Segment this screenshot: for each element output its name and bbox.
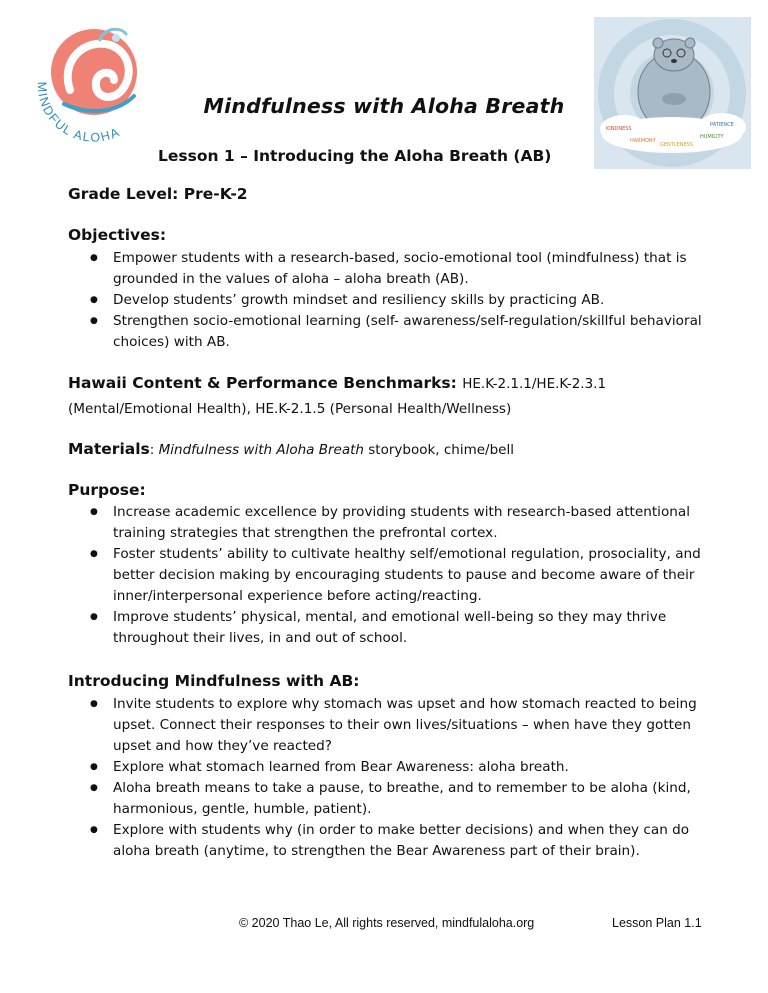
- word-humility: HUMILITY: [700, 134, 724, 140]
- list-item: ● Aloha breath means to take a pause, to breathe, and to remember to be aloha (kind, harmonious, gentle, humble, patient).: [90, 778, 710, 820]
- objectives-list: [90, 248, 710, 353]
- list-item: ● Improve students’ physical, mental, and emotional well-being so they may thrive throughout their lives, in and out of school.: [90, 607, 710, 649]
- footer-lesson-plan: Lesson Plan 1.1: [612, 916, 702, 930]
- mindful-aloha-logo: [30, 20, 160, 150]
- word-gentleness: GENTLENESS: [660, 142, 694, 148]
- list-item: ● Explore with students why (in order to make better decisions) and when they can do aloha breath (anytime, to strengthen the Bear Awareness part of their brain).: [90, 820, 710, 862]
- purpose-heading: Purpose:: [68, 481, 146, 499]
- list-item: ● Explore what stomach learned from Bear Awareness: aloha breath.: [90, 757, 710, 778]
- materials-book-title: Mindfulness with Aloha Breath: [158, 442, 364, 458]
- materials-label: Materials: [68, 440, 150, 458]
- word-patience: PATIENCE: [710, 122, 734, 128]
- introducing-list: [90, 694, 710, 862]
- page-title: Mindfulness with Aloha Breath: [203, 94, 565, 118]
- objectives-heading: Objectives:: [68, 226, 167, 244]
- footer-copyright: © 2020 Thao Le, All rights reserved, mindfulaloha.org: [239, 916, 535, 930]
- list-item: ● Develop students’ growth mindset and resiliency skills by practicing AB.: [90, 290, 710, 311]
- introducing-heading: Introducing Mindfulness with AB:: [68, 672, 360, 690]
- materials-heading: Materials: Mindfulness with Aloha Breath storybook, chime/bell: [68, 440, 514, 458]
- bear-on-cloud-icon: [594, 17, 751, 169]
- benchmarks-detail: (Mental/Emotional Health), HE.K-2.1.5 (Personal Health/Wellness): [68, 401, 512, 417]
- list-item: ● Foster students’ ability to cultivate healthy self/emotional regulation, prosociality, and better decision making by encouraging students to pause and become aware of their inner/interpersonal experience before acting/reacting.: [90, 544, 710, 607]
- grade-level-value: Pre-K-2: [183, 185, 248, 203]
- benchmarks-heading: [68, 374, 606, 392]
- bear-illustration: [594, 17, 751, 169]
- word-kindness: KINDNESS: [606, 126, 632, 132]
- logo-text: MINDFUL ALOHA: [34, 81, 123, 145]
- word-harmony: HARMONY: [630, 138, 656, 144]
- mindful-aloha-logo-icon: [30, 20, 160, 150]
- lesson-subtitle: Lesson 1 – Introducing the Aloha Breath (AB): [158, 147, 552, 165]
- benchmarks-codes: HE.K-2.1.1/HE.K-2.3.1: [462, 376, 607, 392]
- grade-level-label: Grade Level:: [68, 185, 179, 203]
- list-item: ● Strengthen socio-emotional learning (self- awareness/self-regulation/skillful behavioral choices) with AB.: [90, 311, 710, 353]
- list-item: ● Empower students with a research-based, socio-emotional tool (mindfulness) that is grounded in the values of aloha – aloha breath (AB).: [90, 248, 710, 290]
- purpose-list: [90, 502, 710, 649]
- list-item: ● Invite students to explore why stomach was upset and how stomach reacted to being upset. Connect their responses to their own lives/situations – when have they gotten upset and how they’ve reacted?: [90, 694, 710, 757]
- materials-rest: storybook, chime/bell: [363, 442, 514, 458]
- grade-level: [68, 185, 248, 203]
- list-item: ● Increase academic excellence by providing students with research-based attentional training strategies that strengthen the prefrontal cortex.: [90, 502, 710, 544]
- benchmarks-label: Hawaii Content & Performance Benchmarks:: [68, 374, 457, 392]
